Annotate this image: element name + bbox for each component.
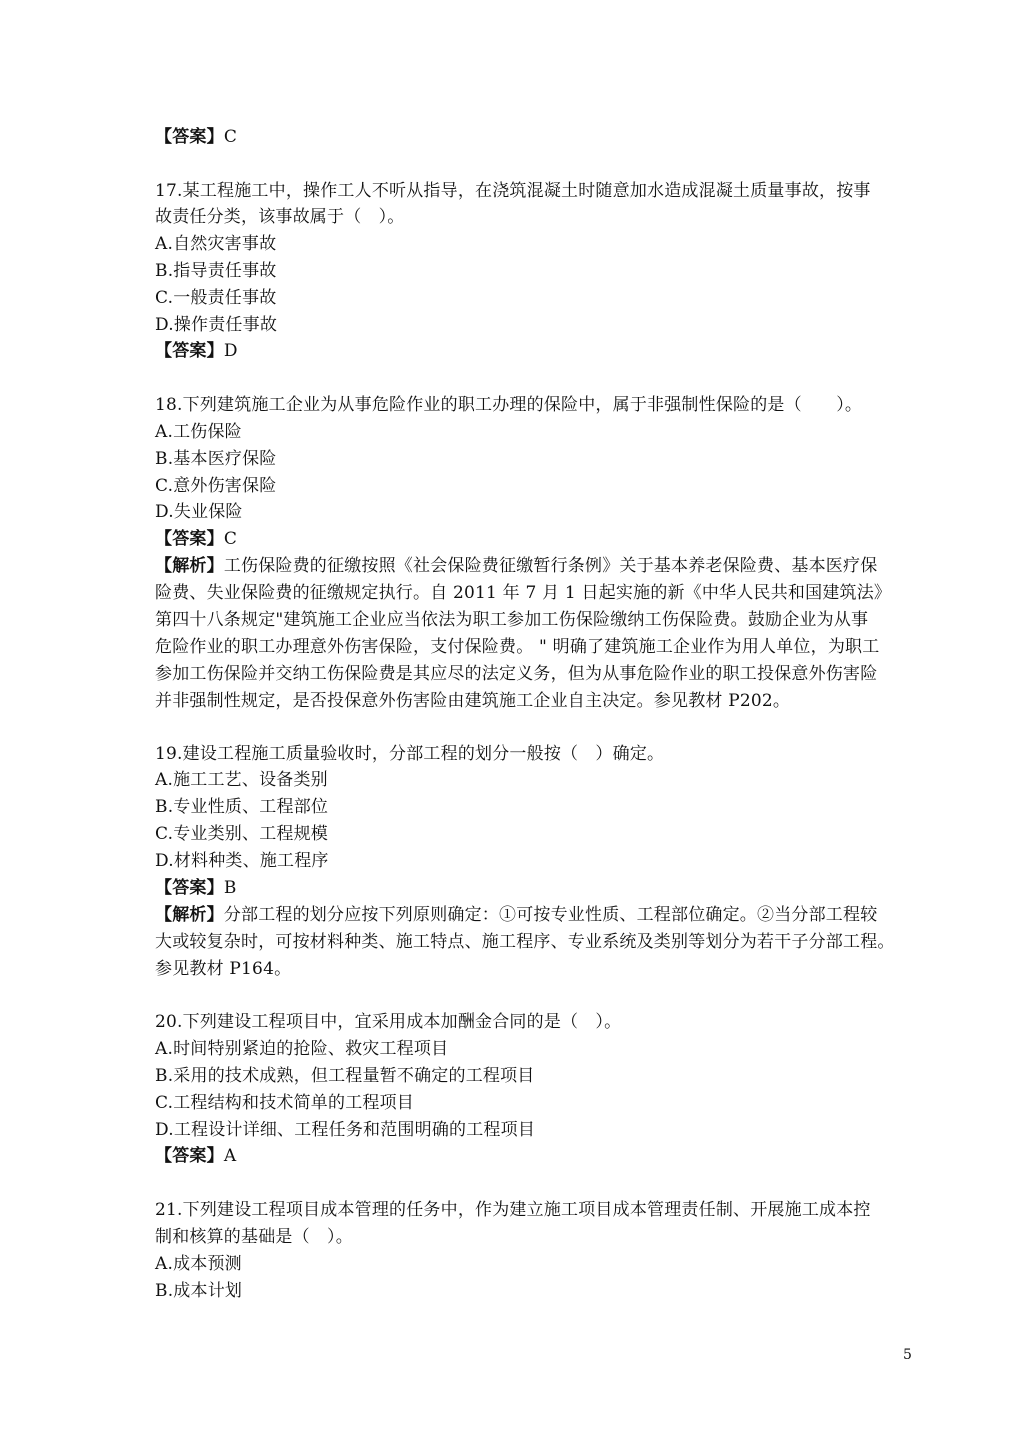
answer-tag: 【答案】 (155, 127, 224, 147)
q18-analysis-line3: 第四十八条规定"建筑施工企业应当依法为职工参加工伤保险缴纳工伤保险费。鼓励企业为从事 (155, 610, 869, 630)
q19-option-c: C.专业类别、工程规模 (155, 824, 329, 844)
q17-stem-line1: 17.某工程施工中，操作工人不听从指导，在浇筑混凝土时随意加水造成混凝土质量事故，按事 (155, 181, 871, 201)
q21-option-b: B.成本计划 (155, 1281, 243, 1301)
q18-option-a: A.工伤保险 (155, 422, 242, 442)
q17-answer (155, 338, 915, 365)
q20-option-b: B.采用的技术成熟，但工程量暂不确定的工程项目 (155, 1066, 535, 1086)
analysis-text: 分部工程的划分应按下列原则确定：①可按专业性质、工程部位确定。②当分部工程较 (223, 905, 878, 925)
q19-option-d: D.材料种类、施工程序 (155, 851, 329, 871)
q19-analysis-line3: 参见教材 P164。 (155, 959, 292, 979)
q20-option-c: C.工程结构和技术简单的工程项目 (155, 1093, 415, 1113)
page-number: 5 (903, 1347, 912, 1363)
q20-stem-line1: 20.下列建设工程项目中，宜采用成本加酬金合同的是（ ）。 (155, 1012, 622, 1032)
q21-stem-line1: 21.下列建设工程项目成本管理的任务中，作为建立施工项目成本管理责任制、开展施工成本控 (155, 1200, 871, 1220)
q20-answer (155, 1143, 915, 1170)
q18-option-b: B.基本医疗保险 (155, 449, 277, 469)
q18-analysis-line6: 并非强制性规定，是否投保意外伤害险由建筑施工企业自主决定。参见教材 P202。 (155, 691, 791, 711)
answer-value: D (223, 341, 238, 361)
q18-answer (155, 526, 915, 553)
q19-option-b: B.专业性质、工程部位 (155, 797, 329, 817)
analysis-text: 工伤保险费的征缴按照《社会保险费征缴暂行条例》关于基本养老保险费、基本医疗保 (223, 556, 878, 576)
q17-option-b: B.指导责任事故 (155, 261, 277, 281)
prev-answer (155, 124, 915, 151)
q18-analysis-line1 (155, 553, 915, 580)
q18-analysis-line2: 险费、失业保险费的征缴规定执行。自 2011 年 7 月 1 日起实施的新《中华人民共和国建筑法》 (155, 583, 892, 603)
q18-option-d: D.失业保险 (155, 502, 243, 522)
analysis-tag: 【解析】 (155, 556, 224, 576)
q19-analysis-line1 (155, 902, 915, 929)
q18-option-c: C.意外伤害保险 (155, 476, 277, 496)
q20-option-d: D.工程设计详细、工程任务和范围明确的工程项目 (155, 1120, 536, 1140)
q17-option-c: C.一般责任事故 (155, 288, 277, 308)
q21-stem-line2: 制和核算的基础是（ ）。 (155, 1227, 353, 1247)
answer-tag: 【答案】 (155, 1146, 224, 1166)
answer-value: B (223, 878, 237, 898)
answer-tag: 【答案】 (155, 878, 224, 898)
q17-option-d: D.操作责任事故 (155, 315, 278, 335)
q18-stem-line1: 18.下列建筑施工企业为从事危险作业的职工办理的保险中，属于非强制性保险的是（ ）。 (155, 395, 863, 415)
q19-stem-line1: 19.建设工程施工质量验收时，分部工程的划分一般按（ ）确定。 (155, 744, 665, 764)
q19-analysis-line2: 大或较复杂时，可按材料种类、施工特点、施工程序、专业系统及类别等划分为若干子分部工程。 (155, 932, 895, 952)
q20-option-a: A.时间特别紧迫的抢险、救灾工程项目 (155, 1039, 449, 1059)
answer-tag: 【答案】 (155, 341, 224, 361)
q17-option-a: A.自然灾害事故 (155, 234, 277, 254)
q18-analysis-line5: 参加工伤保险并交纳工伤保险费是其应尽的法定义务，但为从事危险作业的职工投保意外伤害险 (155, 664, 878, 684)
q19-option-a: A.施工工艺、设备类别 (155, 770, 328, 790)
q17-stem-line2: 故责任分类，该事故属于（ ）。 (155, 207, 405, 227)
analysis-tag: 【解析】 (155, 905, 224, 925)
answer-value: C (223, 127, 238, 147)
q21-option-a: A.成本预测 (155, 1254, 242, 1274)
answer-value: A (223, 1146, 237, 1166)
answer-value: C (223, 529, 238, 549)
answer-tag: 【答案】 (155, 529, 224, 549)
q18-analysis-line4: 危险作业的职工办理意外伤害保险，支付保险费。 " 明确了建筑施工企业作为用人单位，为职工 (155, 637, 880, 657)
q19-answer (155, 875, 915, 902)
